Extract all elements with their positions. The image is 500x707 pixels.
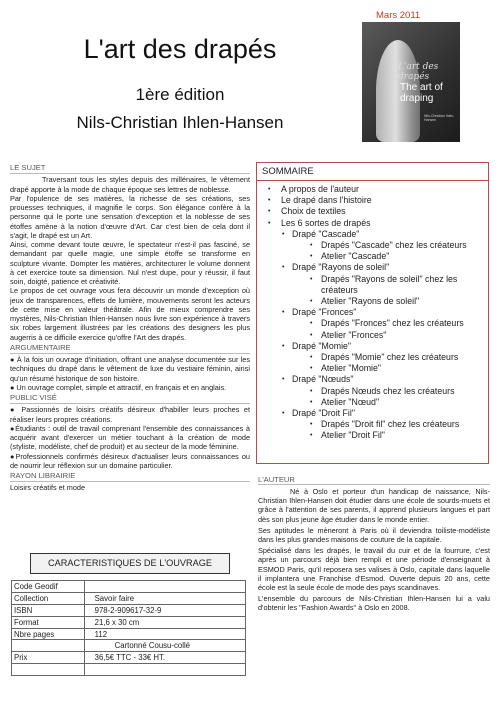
bullet-icon: • [310,354,313,362]
author-name: Nils-Christian Ihlen-Hansen [76,113,284,132]
sommaire-item-label: Drapé "Cascade" [292,228,360,239]
bullet-icon: • [310,253,313,261]
edition-label: 1ère édition [135,85,225,104]
bullet-icon: • [282,342,285,350]
sommaire-item [257,274,484,296]
sommaire-item [257,397,484,408]
table-cell-value: 112 [84,628,245,640]
left-column [10,162,250,493]
sujet-paragraph: Traversant tous les styles depuis des millénaires, le vêtement drapé apporte à la mode de chaque époque ses lettres de noblesse. [10,175,250,194]
bullet-icon: • [310,298,313,306]
auteur-paragraph: Spécialisé dans les drapés, le travail du cuir et de la fourrure, c'est après un parcours déjà bien rempli et une période d'enseignant à ESMOD Paris, qu'il reposera ses valises à Oslo, capitale dans laquelle il implantera une Franchise d'Esmod. Ouverte depuis 20 ans, cette école est la seule école de mode des pays scandinaves. [258,546,490,593]
bullet-icon: • [310,432,313,440]
auteur-paragraph: L'ensemble du parcours de Nils-Christian Ihlen-Hansen lui a valu d'obtenir les "Fashion Awards" à Oslo en 2008. [258,594,490,613]
sommaire-item-label: Le drapé dans l'histoire [281,195,372,206]
book-cover-image [362,22,460,142]
table-cell-value [84,581,245,593]
sommaire-item-label: Atelier "Momie" [321,363,382,374]
sommaire-item [257,307,484,318]
sommaire-item-label: Drapés Nœuds chez les créateurs [321,385,455,396]
bullet-icon: • [282,230,285,238]
table-cell-label [12,664,85,676]
cover-author: Nils-Christian Ihlen-Hansen [424,114,455,122]
cover-title-en: The art of draping [400,82,443,104]
sommaire-item [257,195,484,206]
bullet-icon: • [282,376,285,384]
sommaire-item-label: Choix de textiles [281,206,346,217]
sommaire-item-label: Drapés "Fronces" chez les créateurs [321,318,464,329]
table-cell-label: Collection [12,592,85,604]
argumentaire-heading: ARGUMENTAIRE [10,343,250,354]
table-row [12,604,246,616]
sommaire-item [257,430,484,441]
sommaire-item-label: Drapé "Momie" [292,340,352,351]
sommaire-item-label: Atelier "Droit Fil" [321,430,385,441]
sommaire-item [257,363,484,374]
sommaire-item [257,341,484,352]
bullet-icon: • [268,197,271,205]
rayon-heading: RAYON LIBRAIRIE [10,471,250,482]
bullet-icon: • [310,365,313,373]
table-row [12,616,246,628]
bullet-icon: • [310,275,313,283]
auteur-paragraph: Né à Oslo et porteur d'un handicap de naissance, Nils-Christian Ihlen-Hansen doit étudier dans une école de sourds-muets et grâce à l'attention de ses parents, il apprend plusieurs langues et part dès son plus jeune âge étudier dans le monde entier. [258,487,490,524]
bullet-icon: • [282,264,285,272]
bullet-icon: • [282,410,285,418]
cover-title-fr: L'art des drapés [398,62,439,82]
publication-date: Mars 2011 [376,10,421,21]
sommaire-item [257,330,484,341]
sommaire-box [256,162,489,464]
bullet-icon: • [310,320,313,328]
table-cell-value: 36,5€ TTC - 33€ HT. [84,652,245,664]
sommaire-item-label: Atelier "Fronces" [321,329,387,340]
bullet-icon: • [268,208,271,216]
sommaire-item-label: Drapé "Droit Fil" [292,408,355,419]
argumentaire-item: ● Un ouvrage complet, simple et attractif, en français et en anglais. [10,382,227,392]
table-row [12,640,246,652]
sommaire-item [257,184,484,195]
public-item: ●Étudiants : outil de travail comprenant l'ensemble des connaissances à acquérir avant d'exercer un métier touchant à la création de mode (styliste, modéliste, chef de produit) et au secteur de la mode féminine. [10,423,250,452]
auteur-text [258,487,490,615]
characteristics-table [11,580,246,676]
table-cell-value: Cartonné Cousu-collé [84,640,245,652]
sommaire-item-label: Drapé "Rayons de soleil" [292,262,390,273]
sommaire-item [257,374,484,385]
sommaire-item [257,251,484,262]
sommaire-item-label: Atelier "Cascade" [321,251,390,262]
table-row [12,581,246,593]
sommaire-item [257,206,484,217]
table-of-contents [257,181,488,442]
sommaire-item [257,386,484,397]
sommaire-item-label: Atelier "Rayons de soleil" [321,296,420,307]
sujet-paragraph: Ainsi, comme devant toute œuvre, le spectateur n'est-il pas fasciné, se demandant par quelle magie, une simple étoffe se transforme en sculpture vivante. Dompter les matières, architecturer le volume donnent à cet exercice toute sa dimension. Nul n'est dupe, pour y réussir, il faut soin, doigté, patience et créativité. [10,240,250,286]
page-title: L'art des drapés [83,34,277,64]
sommaire-item [257,218,484,229]
sommaire-item [257,352,484,363]
table-row [12,652,246,664]
table-row [12,628,246,640]
bullet-icon: • [310,242,313,250]
sommaire-heading: SOMMAIRE [257,163,488,181]
sujet-paragraph: Le propos de cet ouvrage vous fera découvrir un monde d'exception où jeux de transparences, effets de lumière, mouvements seront les acteurs de cette mise en valeur théâtrale. Afin de mieux comprendre ses mystères, Nils-Christian Ihlen-Hansen nous livre son expérience à travers six robes largement illustrées par les créations des designers les plus augerris à ce difficile exercice qu'offre l'Art des drapés. [10,286,250,342]
sommaire-item-label: Drapés "Rayons de soleil" chez les créateurs [321,273,458,295]
table-cell-label [12,640,85,652]
table-cell-label: Code Geodif [12,581,85,593]
bullet-icon: • [282,309,285,317]
public-heading: PUBLIC VISÉ [10,393,250,404]
sujet-heading: LE SUJET [10,163,250,174]
bullet-icon: • [268,186,271,193]
sommaire-item [257,262,484,273]
table-cell-value: 978-2-909617-32-9 [84,604,245,616]
sommaire-item [257,318,484,329]
sommaire-item-label: Drapés "Cascade" chez les créateurs [321,240,467,251]
table-cell-value [84,664,245,676]
table-cell-value: 21,6 x 30 cm [84,616,245,628]
bullet-icon: • [310,331,313,339]
public-item: ●Professionnels confirmés désireux d'actualiser leurs connaissances ou de nourrir leur réflexion sur un domaine particulier. [10,451,250,470]
table-cell-label: Prix [12,652,85,664]
bullet-icon: • [310,387,313,395]
argumentaire-item: ● À la fois un ouvrage d'initiation, offrant une analyse documentée sur les techniques du drapé dans le vêtement de luxe du vestiaire féminin, ainsi qu'un résumé historique de son histoire. [10,355,250,383]
table-cell-value: Savoir faire [84,592,245,604]
table-row [12,664,246,676]
table-cell-label: Nbre pages [12,628,85,640]
bullet-icon: • [310,421,313,429]
rayon-value: Loisirs créatifs et mode [10,483,86,493]
sommaire-item-label: Drapé "Fronces" [292,307,357,318]
sommaire-item-label: Drapés "Droit fil" chez les créateurs [321,419,460,430]
characteristics-heading: CARACTERISTIQUES DE L'OUVRAGE [30,553,230,574]
bullet-icon: • [310,398,313,406]
auteur-heading: L'AUTEUR [258,475,490,485]
bullet-icon: • [268,219,271,227]
sommaire-item [257,296,484,307]
sujet-paragraph: Par l'opulence de ses matières, la richesse de ses créations, ses prouesses techniques, il magnifie le corps. Son élégance confère à la personne qui le porte une sensation d'exception et la noblesse de ses étoffes amène à la notion d'œuvre d'Art. Car c'est bien de cela dont il s'agit, le drapé est un Art. [10,193,250,240]
public-item: ● Passionnés de loisirs créatifs désireux d'habiller leurs proches et réaliser leurs propres créations. [10,405,250,424]
sommaire-item [257,229,484,240]
sommaire-item-label: Les 6 sortes de drapés [281,217,371,228]
sommaire-item-label: Atelier "Nœud" [321,396,380,407]
sommaire-item-label: Drapés "Momie" chez les créateurs [321,352,459,363]
table-cell-label: ISBN [12,604,85,616]
sommaire-item-label: A propos de l'auteur [281,184,359,194]
sommaire-item [257,240,484,251]
sommaire-item [257,419,484,430]
table-row [12,592,246,604]
sommaire-item-label: Drapé "Nœuds" [292,374,354,385]
sommaire-item [257,408,484,419]
table-cell-label: Format [12,616,85,628]
auteur-paragraph: Ses aptitudes le mèneront à Paris où il deviendra toiliste-modéliste dans les plus grandes maisons de couture de la capitale. [258,525,490,545]
